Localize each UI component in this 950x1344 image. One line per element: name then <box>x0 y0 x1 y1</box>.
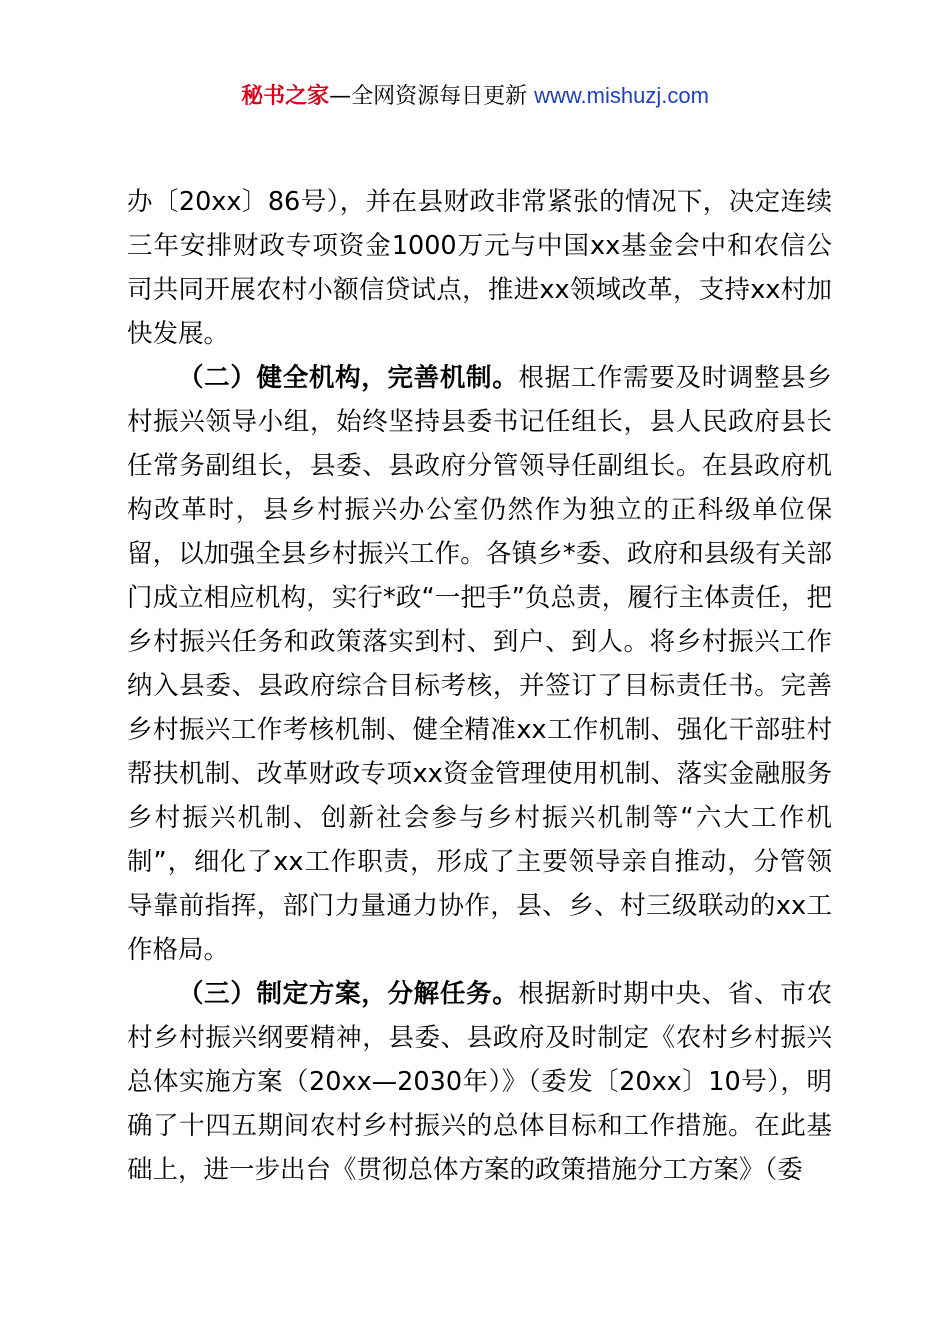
document-body <box>127 180 832 1192</box>
site-header <box>0 80 950 113</box>
paragraph-text: 根据工作需要及时调整县乡村振兴领导小组，始终坚持县委书记任组长，县人民政府县长任常务副组长，县委、县政府分管领导任副组长。在县政府机构改革时，县乡村振兴办公室仍然作为独立的正科级单位保留，以加强全县乡村振兴工作。各镇乡*委、政府和县级有关部门成立相应机构，实行*政“一把手”负总责，履行主体责任，把乡村振兴任务和政策落实到村、到户、到人。将乡村振兴工作纳入县委、县政府综合目标考核，并签订了目标责任书。完善乡村振兴工作考核机制、健全精准xx工作机制、强化干部驻村帮扶机制、改革财政专项xx资金管理使用机制、落实金融服务乡村振兴机制、创新社会参与乡村振兴机制等“六大工作机制”，细化了xx工作职责，形成了主要领导亲自推动，分管领导靠前指挥，部门力量通力协作，县、乡、村三级联动的xx工作格局。 <box>127 363 832 965</box>
header-tagline: —全网资源每日更新 <box>329 84 528 109</box>
paragraph-text: 办〔20xx〕86号），并在县财政非常紧张的情况下，决定连续三年安排财政专项资金1000万元与中国xx基金会中和农信公司共同开展农村小额信贷试点，推进xx领域改革，支持xx村加快发展。 <box>127 187 832 349</box>
site-url-link[interactable]: www.mishuzj.com <box>534 83 709 108</box>
paragraph-section-2 <box>127 356 832 972</box>
paragraph-continuation <box>127 180 832 356</box>
section-heading: （三）制定方案，分解任务。 <box>178 979 519 1009</box>
paragraph-section-3 <box>127 972 832 1192</box>
paragraph-text: 根据新时期中央、省、市农村乡村振兴纲要精神，县委、县政府及时制定《农村乡村振兴总体实施方案（20xx—2030年）》（委发〔20xx〕10号），明确了十四五期间农村乡村振兴的总体目标和工作措施。在此基础上，进一步出台《贯彻总体方案的政策措施分工方案》（委 <box>127 979 832 1185</box>
brand-name: 秘书之家 <box>241 84 330 109</box>
section-heading: （二）健全机构，完善机制。 <box>178 363 519 393</box>
